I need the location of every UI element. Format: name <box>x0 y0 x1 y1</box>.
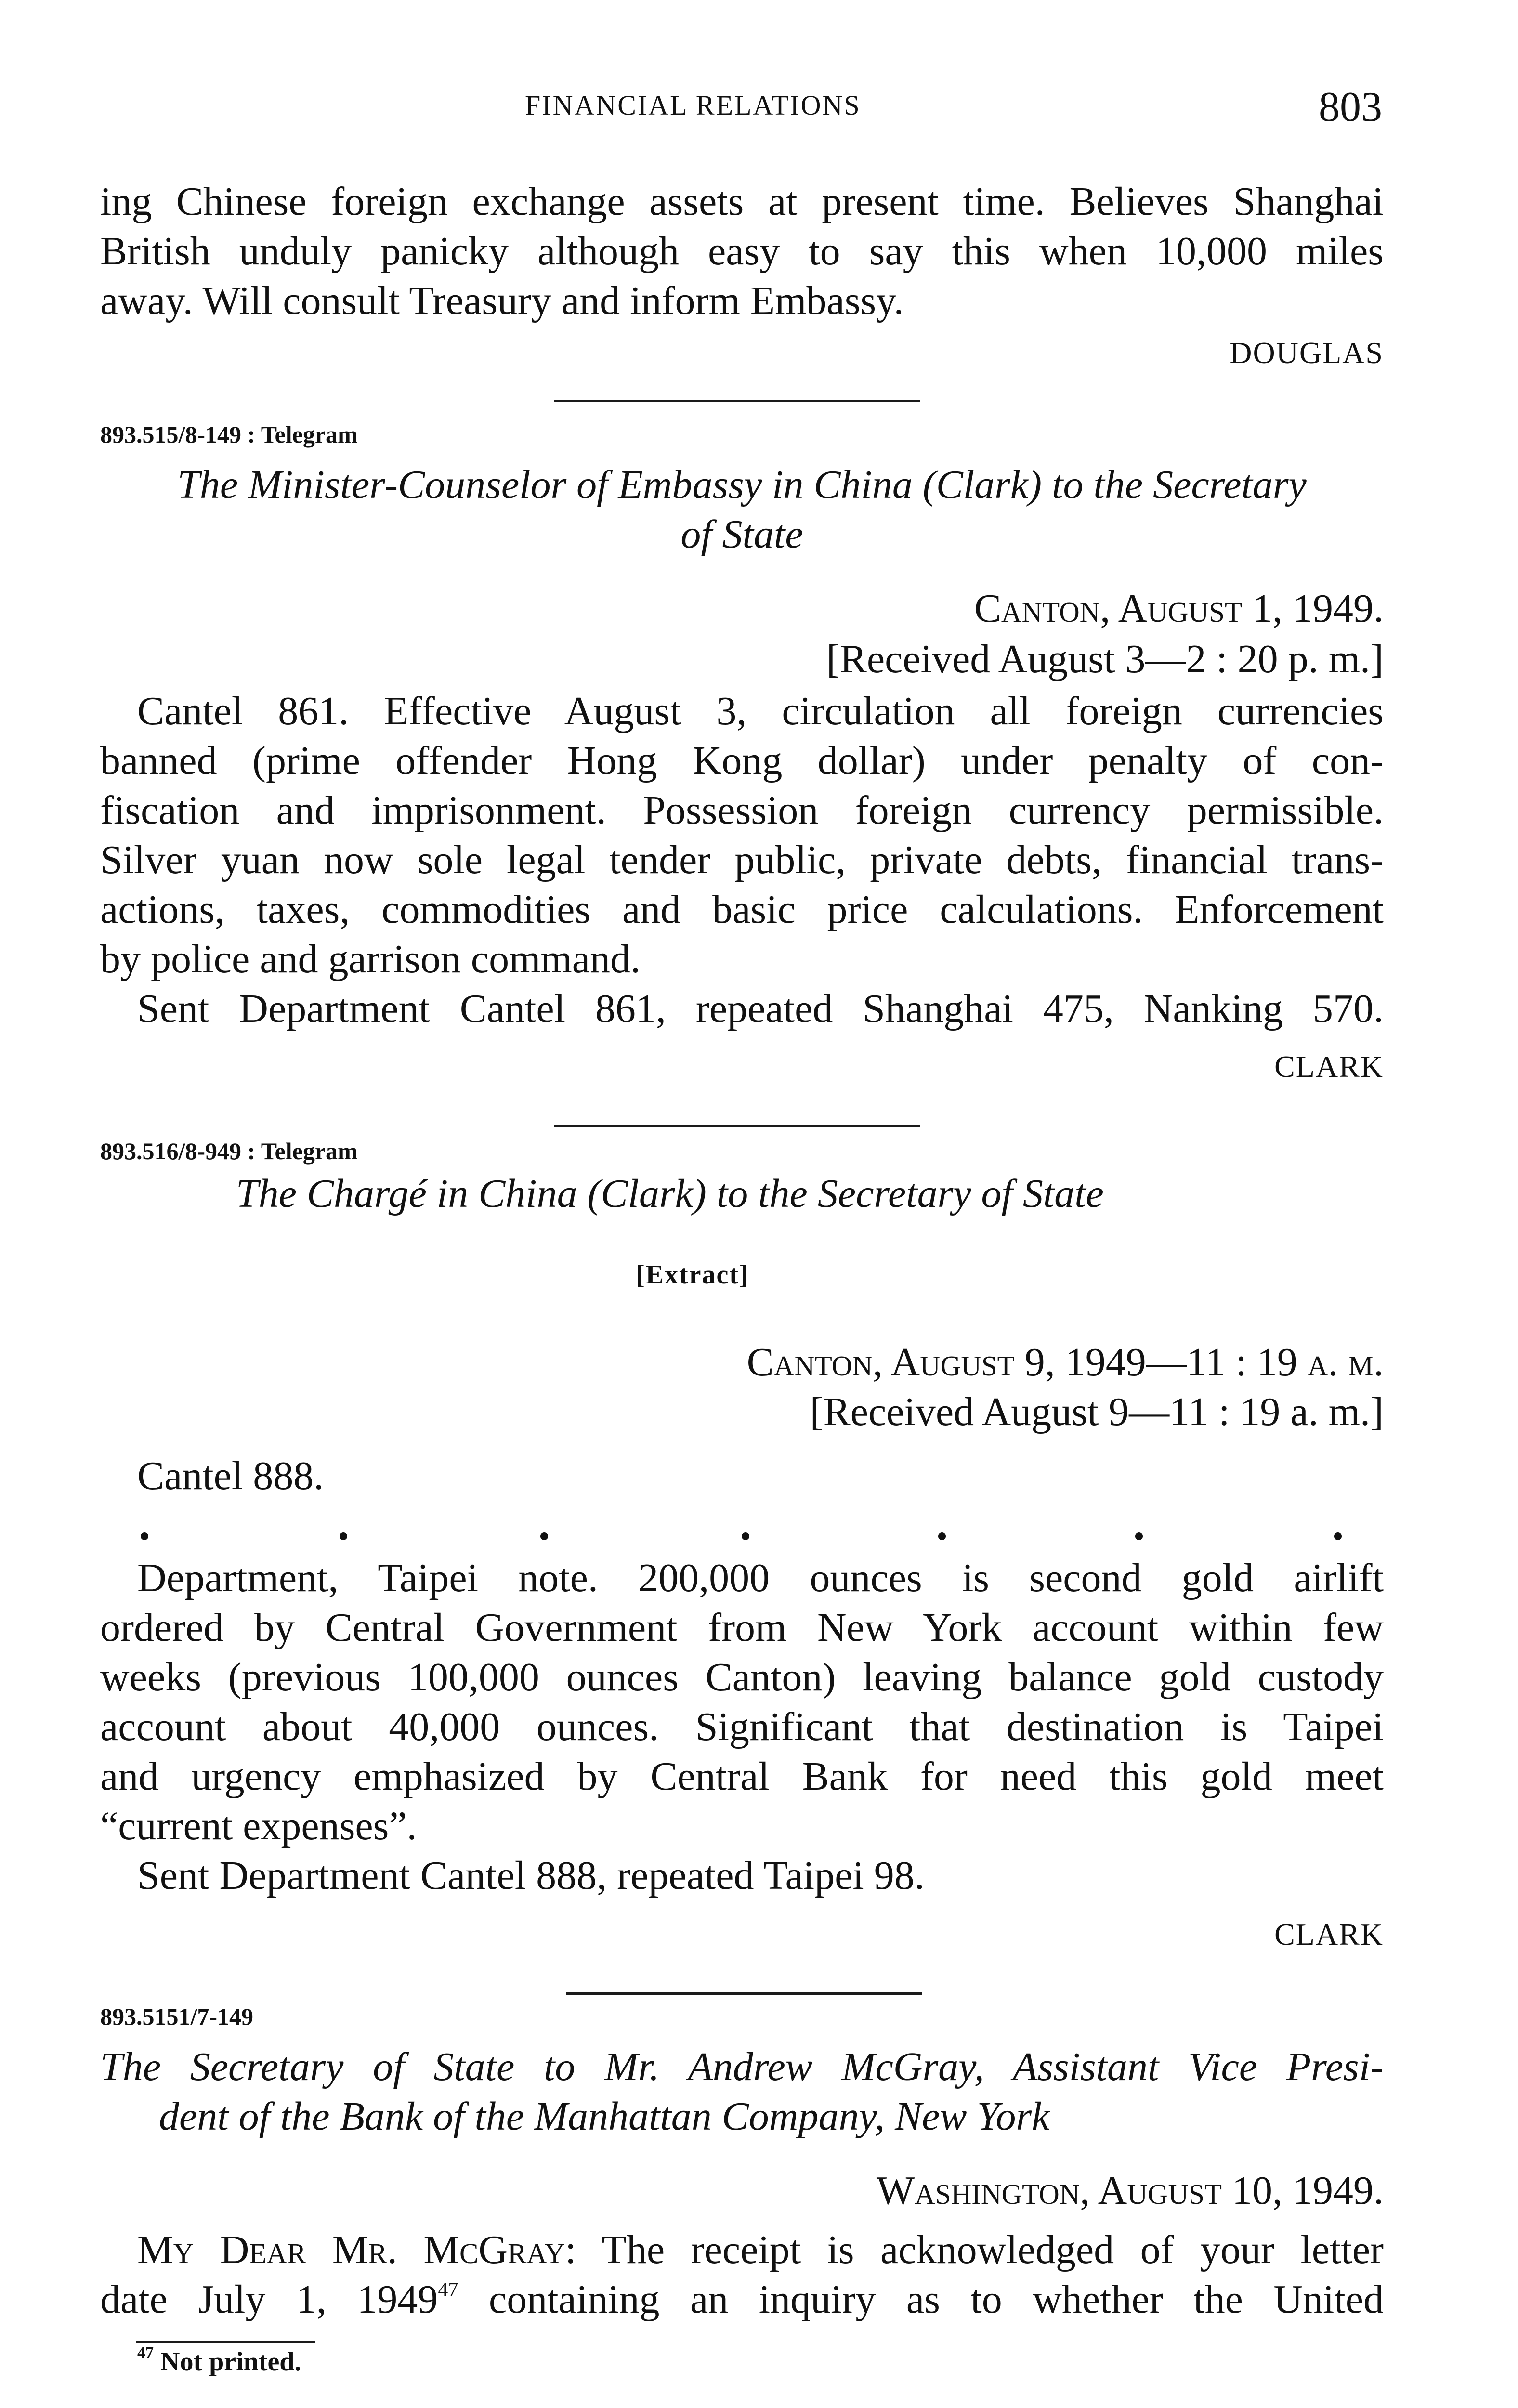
telegram-line-3: weeks (previous 100,000 ounces Canton) leaving balance gold custody <box>100 1655 1384 1700</box>
running-title: FINANCIAL RELATIONS <box>525 90 861 121</box>
telegram-line-2: banned (prime offender Hong Kong dollar) under penalty of con- <box>100 738 1384 783</box>
salutation: My Dear Mr. McGray <box>137 2227 565 2272</box>
telegram-opening: Cantel 888. <box>137 1453 324 1498</box>
carryover-line-2: British unduly panicky although easy to say this when 10,000 miles <box>100 229 1384 274</box>
footnote-text: Not printed. <box>160 2347 301 2377</box>
telegram-line-1: Cantel 861. Effective August 3, circulation all foreign currencies <box>137 689 1384 733</box>
letter-text: : The receipt is acknowledged of your letter <box>565 2227 1384 2272</box>
received-line: [Received August 3—2 : 20 p. m.] <box>826 637 1384 681</box>
signature-clark: CLARK <box>1274 1049 1384 1084</box>
section-divider <box>554 400 920 402</box>
signature-douglas: DOUGLAS <box>1230 336 1384 370</box>
document-title-line-1: The Minister-Counselor of Embassy in China (Clark) to the Secretary <box>177 462 1307 507</box>
extract-label: [Extract] <box>636 1260 749 1290</box>
telegram-line-5: actions, taxes, commodities and basic price calculations. Enforcement <box>100 887 1384 932</box>
file-number: 893.516/8-949 : Telegram <box>100 1138 358 1165</box>
telegram-line-6: by police and garrison command. <box>100 937 641 982</box>
telegram-line-1: Department, Taipei note. 200,000 ounces is second gold airlift <box>137 1556 1384 1600</box>
carryover-line-1: ing Chinese foreign exchange assets at present time. Believes Shanghai <box>100 179 1384 224</box>
page-number: 803 <box>1319 84 1382 131</box>
telegram-line-3: fiscation and imprisonment. Possession foreign currency permissible. <box>100 788 1384 833</box>
dateline: Canton, August 9, 1949—11 : 19 a. m. <box>746 1340 1384 1385</box>
footnote-number: 47 <box>137 2344 154 2362</box>
file-number: 893.5151/7-149 <box>100 2003 254 2030</box>
carryover-line-3: away. Will consult Treasury and inform Embassy. <box>100 278 904 323</box>
letter-line-2 <box>100 2275 1384 2325</box>
telegram-line-7: Sent Department Cantel 888, repeated Taipei 98. <box>137 1853 925 1898</box>
received-line: [Received August 9—11 : 19 a. m.] <box>810 1389 1384 1434</box>
document-title-line-2: of State <box>680 512 803 557</box>
letter-text: containing an inquiry as to whether the United <box>458 2277 1384 2322</box>
footnote <box>137 2346 301 2377</box>
telegram-line-6: “current expenses”. <box>100 1804 417 1848</box>
section-divider <box>554 1125 920 1127</box>
footnote-reference: 47 <box>438 2279 458 2301</box>
file-number: 893.515/8-149 : Telegram <box>100 421 358 448</box>
telegram-line-2: ordered by Central Government from New York account within few <box>100 1605 1384 1650</box>
letter-line-1 <box>137 2225 1384 2275</box>
telegram-line-5: and urgency emphasized by Central Bank for need this gold meet <box>100 1754 1384 1799</box>
dateline: Washington, August 10, 1949. <box>876 2168 1384 2213</box>
telegram-line-7: Sent Department Cantel 861, repeated Shanghai 475, Nanking 570. <box>137 986 1384 1031</box>
section-divider <box>566 1992 922 1995</box>
signature-clark: CLARK <box>1274 1917 1384 1951</box>
footnote-rule <box>136 2341 315 2343</box>
telegram-line-4: Silver yuan now sole legal tender public, private debts, financial trans- <box>100 838 1384 882</box>
document-title-line-1: The Secretary of State to Mr. Andrew McGray, Assistant Vice Presi- <box>100 2044 1384 2089</box>
document-title: The Chargé in China (Clark) to the Secretary of State <box>236 1171 1104 1216</box>
letter-text: date July 1, 1949 <box>100 2277 438 2322</box>
dateline: Canton, August 1, 1949. <box>974 586 1384 631</box>
document-title-line-2: dent of the Bank of the Manhattan Company, New York <box>159 2094 1050 2139</box>
telegram-line-4: account about 40,000 ounces. Significant that destination is Taipei <box>100 1704 1384 1749</box>
